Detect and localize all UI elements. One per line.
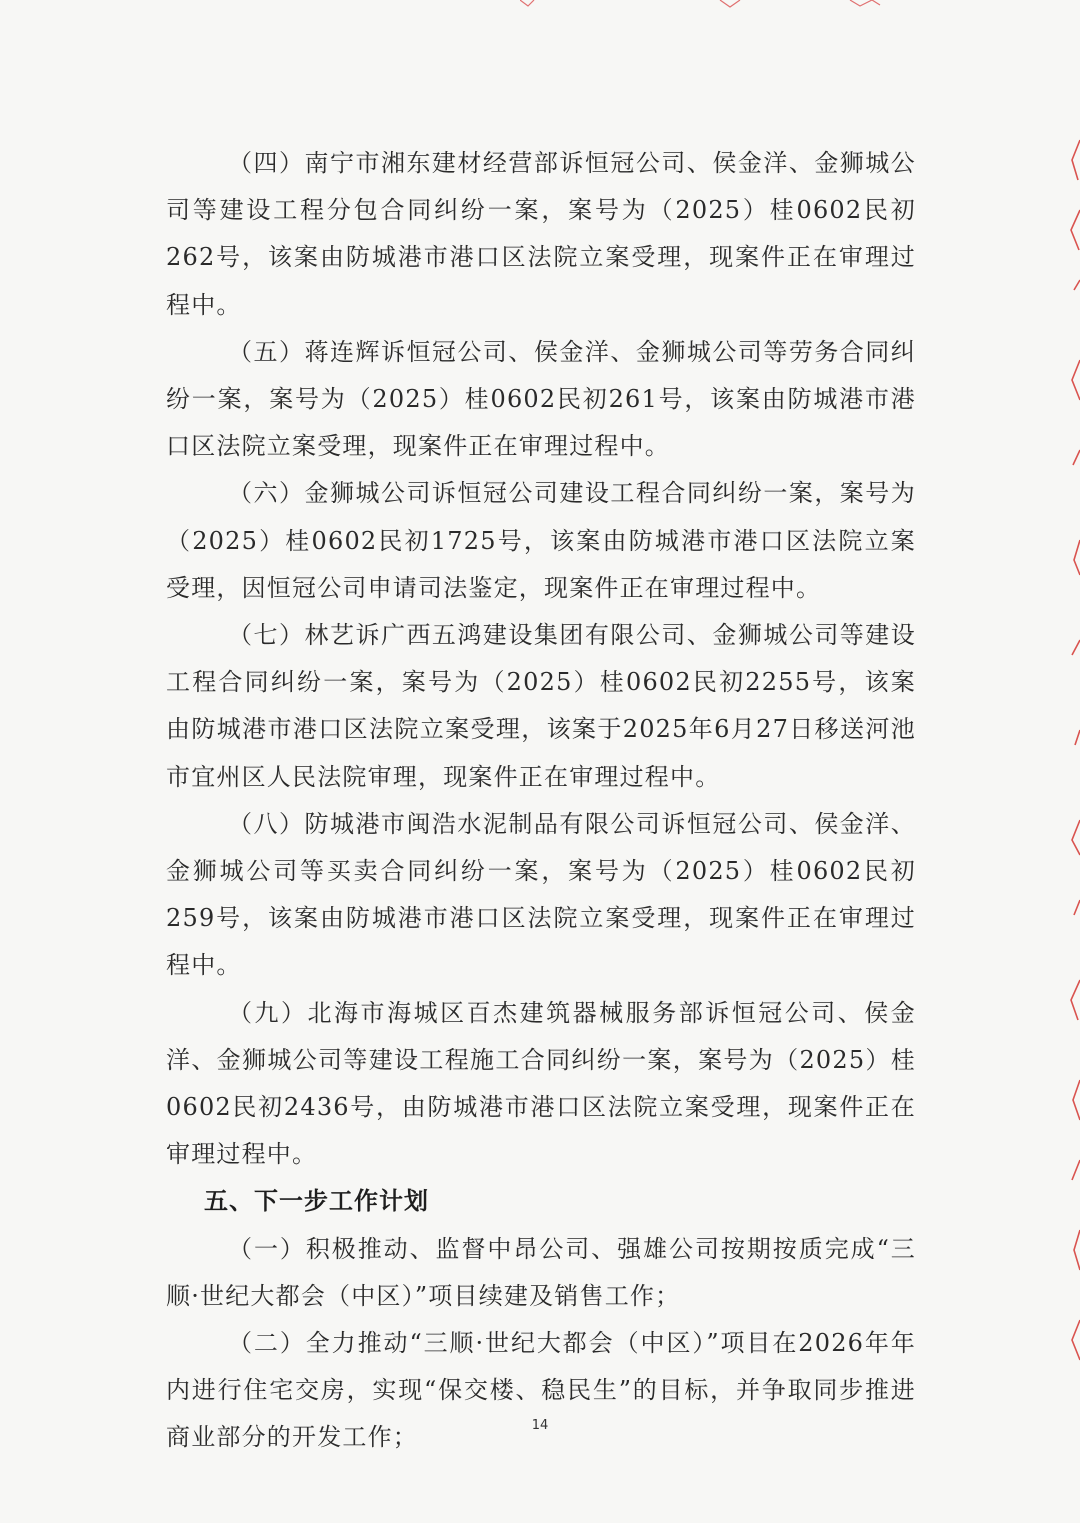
case-item-8: （八）防城港市闽浩水泥制品有限公司诉恒冠公司、侯金洋、金狮城公司等买卖合同纠纷一案，案号为（2025）桂0602民初259号，该案由防城港市港口区法院立案受理，现案件正在审理过程中。 <box>166 809 916 980</box>
right-edge-seal-fragment <box>1066 120 1080 1400</box>
page-number: 14 <box>531 1418 549 1433</box>
case-item-6: （六）金狮城公司诉恒冠公司建设工程合同纠纷一案，案号为（2025）桂0602民初1725号，该案由防城港市港口区法院立案受理，因恒冠公司申请司法鉴定，现案件正在审理过程中。 <box>166 479 916 602</box>
case-item-9: （九）北海市海城区百杰建筑器械服务部诉恒冠公司、侯金洋、金狮城公司等建设工程施工合同纠纷一案，案号为（2025）桂0602民初2436号，由防城港市港口区法院立案受理，现案件正在审理过程中。 <box>166 998 916 1169</box>
case-item-7: （七）林艺诉广西五鸿建设集团有限公司、金狮城公司等建设工程合同纠纷一案，案号为（2025）桂0602民初2255号，该案由防城港市港口区法院立案受理，该案于2025年6月27日移送河池市宜州区人民法院审理，现案件正在审理过程中。 <box>166 621 916 791</box>
top-edge-seal-marks <box>520 0 900 10</box>
case-item-4: （四）南宁市湘东建材经营部诉恒冠公司、侯金洋、金狮城公司等建设工程分包合同纠纷一案，案号为（2025）桂0602民初262号，该案由防城港市港口区法院立案受理，现案件正在审理过程中。 <box>166 149 916 319</box>
document-body <box>166 140 916 1462</box>
section-heading-next-steps: 五、下一步工作计划 <box>204 1187 429 1216</box>
case-item-5: （五）蒋连辉诉恒冠公司、侯金洋、金狮城公司等劳务合同纠纷一案，案号为（2025）桂0602民初261号，该案由防城港市港口区法院立案受理，现案件正在审理过程中。 <box>166 337 916 461</box>
plan-item-1: （一）积极推动、监督中昂公司、强雄公司按期按质完成“三顺·世纪大都会（中区）”项目续建及销售工作； <box>166 1234 916 1310</box>
plan-item-2: （二）全力推动“三顺·世纪大都会（中区）”项目在2026年年内进行住宅交房，实现“保交楼、稳民生”的目标，并争取同步推进商业部分的开发工作； <box>166 1329 916 1452</box>
